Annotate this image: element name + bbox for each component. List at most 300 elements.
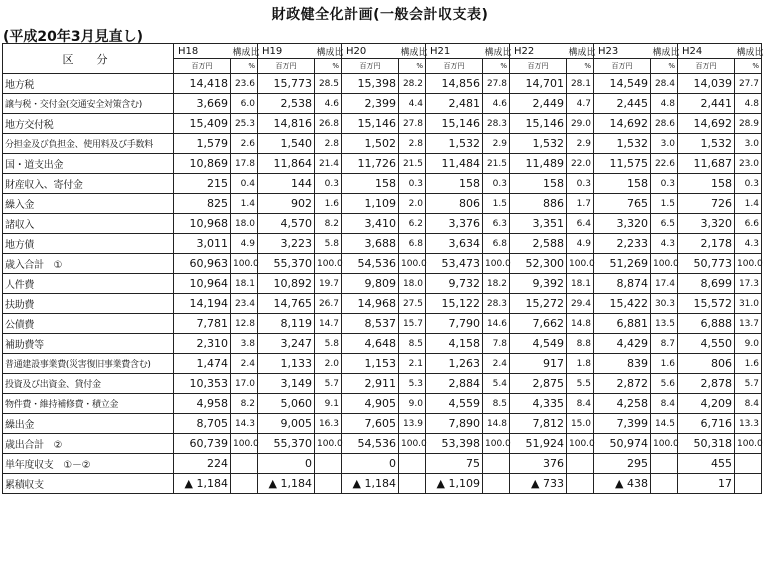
ratio-cell: 0.4 bbox=[231, 174, 258, 194]
header-unit-pct: % bbox=[483, 59, 510, 74]
amount-cell: 0 bbox=[342, 454, 399, 474]
table-row bbox=[3, 74, 762, 94]
ratio-cell: 100.0 bbox=[399, 254, 426, 274]
amount-cell: 2,872 bbox=[594, 374, 651, 394]
ratio-cell: 14.8 bbox=[567, 314, 594, 334]
amount-cell: 6,881 bbox=[594, 314, 651, 334]
header-composition: 構成比 bbox=[399, 44, 426, 59]
table-row bbox=[3, 174, 762, 194]
document-subtitle: (平成20年3月見直し) bbox=[3, 29, 144, 45]
amount-cell: 15,773 bbox=[258, 74, 315, 94]
table-row bbox=[3, 314, 762, 334]
ratio-cell: 17.4 bbox=[651, 274, 678, 294]
ratio-cell: 15.7 bbox=[399, 314, 426, 334]
table-row bbox=[3, 254, 762, 274]
ratio-cell: 28.1 bbox=[567, 74, 594, 94]
amount-cell: 455 bbox=[678, 454, 735, 474]
amount-cell: 215 bbox=[174, 174, 231, 194]
ratio-cell: 0.3 bbox=[735, 174, 762, 194]
amount-cell: 1,153 bbox=[342, 354, 399, 374]
row-label: 財産収入、寄付金 bbox=[3, 174, 174, 194]
amount-cell: 4,258 bbox=[594, 394, 651, 414]
amount-cell: 224 bbox=[174, 454, 231, 474]
amount-cell: 3,320 bbox=[678, 214, 735, 234]
ratio-cell bbox=[567, 454, 594, 474]
amount-cell: 3,634 bbox=[426, 234, 483, 254]
ratio-cell: 6.5 bbox=[651, 214, 678, 234]
ratio-cell: 8.5 bbox=[483, 394, 510, 414]
ratio-cell: 28.6 bbox=[651, 114, 678, 134]
header-year: H24 bbox=[678, 44, 735, 59]
ratio-cell: 6.6 bbox=[735, 214, 762, 234]
ratio-cell bbox=[651, 454, 678, 474]
amount-cell: 3,320 bbox=[594, 214, 651, 234]
ratio-cell: 1.5 bbox=[651, 194, 678, 214]
table-row bbox=[3, 414, 762, 434]
ratio-cell: 2.8 bbox=[315, 134, 342, 154]
amount-cell: 14,194 bbox=[174, 294, 231, 314]
header-unit-pct: % bbox=[315, 59, 342, 74]
amount-cell: 14,692 bbox=[594, 114, 651, 134]
amount-cell: 9,005 bbox=[258, 414, 315, 434]
header-unit-amount: 百万円 bbox=[426, 59, 483, 74]
header-year: H23 bbox=[594, 44, 651, 59]
amount-cell: ▲ 1,184 bbox=[174, 474, 231, 494]
ratio-cell: 3.8 bbox=[231, 334, 258, 354]
row-label: 地方債 bbox=[3, 234, 174, 254]
table-row bbox=[3, 454, 762, 474]
ratio-cell: 1.6 bbox=[651, 354, 678, 374]
ratio-cell: 14.8 bbox=[483, 414, 510, 434]
amount-cell: 3,410 bbox=[342, 214, 399, 234]
ratio-cell: 25.3 bbox=[231, 114, 258, 134]
row-label: 累積収支 bbox=[3, 474, 174, 494]
header-row-years bbox=[3, 44, 762, 59]
header-year: H18 bbox=[174, 44, 231, 59]
row-label: 普通建設事業費(災害復旧事業費含む) bbox=[3, 354, 174, 374]
ratio-cell: 5.5 bbox=[567, 374, 594, 394]
ratio-cell: 30.3 bbox=[651, 294, 678, 314]
ratio-cell bbox=[735, 454, 762, 474]
amount-cell: 55,370 bbox=[258, 434, 315, 454]
amount-cell: 144 bbox=[258, 174, 315, 194]
amount-cell: 11,484 bbox=[426, 154, 483, 174]
amount-cell: 53,398 bbox=[426, 434, 483, 454]
header-composition: 構成比 bbox=[231, 44, 258, 59]
ratio-cell: 28.2 bbox=[399, 74, 426, 94]
ratio-cell: 8.5 bbox=[399, 334, 426, 354]
amount-cell: 4,559 bbox=[426, 394, 483, 414]
amount-cell: 8,699 bbox=[678, 274, 735, 294]
amount-cell: 3,669 bbox=[174, 94, 231, 114]
amount-cell: 14,856 bbox=[426, 74, 483, 94]
ratio-cell: 2.0 bbox=[399, 194, 426, 214]
ratio-cell: 28.3 bbox=[483, 294, 510, 314]
ratio-cell: 2.6 bbox=[231, 134, 258, 154]
amount-cell: 54,536 bbox=[342, 254, 399, 274]
ratio-cell: 18.1 bbox=[567, 274, 594, 294]
ratio-cell: 4.6 bbox=[315, 94, 342, 114]
ratio-cell: 28.9 bbox=[735, 114, 762, 134]
row-label: 物件費・維持補修費・積立金 bbox=[3, 394, 174, 414]
amount-cell: 14,816 bbox=[258, 114, 315, 134]
ratio-cell: 27.5 bbox=[399, 294, 426, 314]
ratio-cell: 5.7 bbox=[735, 374, 762, 394]
ratio-cell: 6.2 bbox=[399, 214, 426, 234]
amount-cell: 2,884 bbox=[426, 374, 483, 394]
ratio-cell: 3.0 bbox=[735, 134, 762, 154]
amount-cell: 4,549 bbox=[510, 334, 567, 354]
amount-cell: 917 bbox=[510, 354, 567, 374]
ratio-cell: 26.8 bbox=[315, 114, 342, 134]
header-unit-amount: 百万円 bbox=[174, 59, 231, 74]
amount-cell: 11,864 bbox=[258, 154, 315, 174]
ratio-cell: 100.0 bbox=[483, 434, 510, 454]
amount-cell: 15,146 bbox=[426, 114, 483, 134]
ratio-cell: 100.0 bbox=[735, 254, 762, 274]
ratio-cell: 5.7 bbox=[315, 374, 342, 394]
ratio-cell: 100.0 bbox=[315, 434, 342, 454]
ratio-cell: 3.0 bbox=[651, 134, 678, 154]
ratio-cell: 1.8 bbox=[567, 354, 594, 374]
header-composition: 構成比 bbox=[735, 44, 762, 59]
amount-cell: 1,532 bbox=[510, 134, 567, 154]
ratio-cell: 6.4 bbox=[567, 214, 594, 234]
ratio-cell: 4.7 bbox=[567, 94, 594, 114]
amount-cell: 2,178 bbox=[678, 234, 735, 254]
ratio-cell: 1.6 bbox=[735, 354, 762, 374]
amount-cell: 54,536 bbox=[342, 434, 399, 454]
ratio-cell: 100.0 bbox=[231, 254, 258, 274]
table-row bbox=[3, 134, 762, 154]
amount-cell: 14,692 bbox=[678, 114, 735, 134]
row-label: 地方交付税 bbox=[3, 114, 174, 134]
amount-cell: 726 bbox=[678, 194, 735, 214]
amount-cell: 295 bbox=[594, 454, 651, 474]
table-row bbox=[3, 234, 762, 254]
amount-cell: 902 bbox=[258, 194, 315, 214]
ratio-cell bbox=[651, 474, 678, 494]
amount-cell: 15,146 bbox=[510, 114, 567, 134]
amount-cell: ▲ 1,184 bbox=[342, 474, 399, 494]
amount-cell: 55,370 bbox=[258, 254, 315, 274]
row-label: 扶助費 bbox=[3, 294, 174, 314]
amount-cell: 50,773 bbox=[678, 254, 735, 274]
amount-cell: 2,399 bbox=[342, 94, 399, 114]
amount-cell: 50,974 bbox=[594, 434, 651, 454]
amount-cell: 2,445 bbox=[594, 94, 651, 114]
amount-cell: 2,588 bbox=[510, 234, 567, 254]
ratio-cell: 100.0 bbox=[735, 434, 762, 454]
amount-cell: 3,011 bbox=[174, 234, 231, 254]
amount-cell: 886 bbox=[510, 194, 567, 214]
ratio-cell: 1.6 bbox=[315, 194, 342, 214]
amount-cell: 1,532 bbox=[426, 134, 483, 154]
amount-cell: 6,716 bbox=[678, 414, 735, 434]
header-unit-amount: 百万円 bbox=[258, 59, 315, 74]
ratio-cell: 23.6 bbox=[231, 74, 258, 94]
row-label: 公債費 bbox=[3, 314, 174, 334]
ratio-cell: 18.0 bbox=[399, 274, 426, 294]
amount-cell: 4,648 bbox=[342, 334, 399, 354]
ratio-cell: 13.9 bbox=[399, 414, 426, 434]
ratio-cell: 2.4 bbox=[231, 354, 258, 374]
amount-cell: 4,158 bbox=[426, 334, 483, 354]
amount-cell: 6,888 bbox=[678, 314, 735, 334]
amount-cell: 9,732 bbox=[426, 274, 483, 294]
ratio-cell: 29.4 bbox=[567, 294, 594, 314]
ratio-cell: 12.8 bbox=[231, 314, 258, 334]
amount-cell: 4,335 bbox=[510, 394, 567, 414]
ratio-cell: 17.3 bbox=[735, 274, 762, 294]
row-label: 投資及び出資金、貸付金 bbox=[3, 374, 174, 394]
amount-cell: 10,353 bbox=[174, 374, 231, 394]
amount-cell: 8,705 bbox=[174, 414, 231, 434]
amount-cell: 4,905 bbox=[342, 394, 399, 414]
ratio-cell: 100.0 bbox=[651, 434, 678, 454]
ratio-cell: 8.2 bbox=[231, 394, 258, 414]
amount-cell: 1,579 bbox=[174, 134, 231, 154]
ratio-cell: 8.4 bbox=[735, 394, 762, 414]
amount-cell: 11,575 bbox=[594, 154, 651, 174]
ratio-cell: 0.3 bbox=[651, 174, 678, 194]
header-unit-pct: % bbox=[651, 59, 678, 74]
ratio-cell: 8.7 bbox=[651, 334, 678, 354]
ratio-cell: 0.3 bbox=[567, 174, 594, 194]
ratio-cell: 27.8 bbox=[483, 74, 510, 94]
header-year: H19 bbox=[258, 44, 315, 59]
ratio-cell: 9.0 bbox=[735, 334, 762, 354]
row-label: 地方税 bbox=[3, 74, 174, 94]
ratio-cell: 21.5 bbox=[483, 154, 510, 174]
amount-cell: 1,133 bbox=[258, 354, 315, 374]
ratio-cell: 22.0 bbox=[567, 154, 594, 174]
amount-cell: 10,968 bbox=[174, 214, 231, 234]
row-label: 単年度収支 ①－② bbox=[3, 454, 174, 474]
table-row bbox=[3, 154, 762, 174]
table-row bbox=[3, 334, 762, 354]
header-composition: 構成比 bbox=[315, 44, 342, 59]
ratio-cell: 2.0 bbox=[315, 354, 342, 374]
ratio-cell: 8.4 bbox=[651, 394, 678, 414]
amount-cell: 4,209 bbox=[678, 394, 735, 414]
amount-cell: 10,892 bbox=[258, 274, 315, 294]
ratio-cell: 4.9 bbox=[231, 234, 258, 254]
ratio-cell: 18.2 bbox=[483, 274, 510, 294]
amount-cell: 15,422 bbox=[594, 294, 651, 314]
amount-cell: 2,310 bbox=[174, 334, 231, 354]
row-label: 国・道支出金 bbox=[3, 154, 174, 174]
ratio-cell: 2.1 bbox=[399, 354, 426, 374]
table-row bbox=[3, 354, 762, 374]
header-unit-pct: % bbox=[399, 59, 426, 74]
amount-cell: 1,263 bbox=[426, 354, 483, 374]
amount-cell: 2,481 bbox=[426, 94, 483, 114]
amount-cell: 158 bbox=[594, 174, 651, 194]
amount-cell: 3,376 bbox=[426, 214, 483, 234]
ratio-cell: 4.6 bbox=[483, 94, 510, 114]
ratio-cell: 6.8 bbox=[399, 234, 426, 254]
ratio-cell: 4.3 bbox=[651, 234, 678, 254]
amount-cell: 60,739 bbox=[174, 434, 231, 454]
ratio-cell: 21.5 bbox=[399, 154, 426, 174]
table-row bbox=[3, 394, 762, 414]
amount-cell: 7,790 bbox=[426, 314, 483, 334]
ratio-cell: 28.5 bbox=[315, 74, 342, 94]
amount-cell: 5,060 bbox=[258, 394, 315, 414]
amount-cell: 11,687 bbox=[678, 154, 735, 174]
amount-cell: 51,924 bbox=[510, 434, 567, 454]
ratio-cell: 18.1 bbox=[231, 274, 258, 294]
ratio-cell: 4.8 bbox=[651, 94, 678, 114]
header-unit-amount: 百万円 bbox=[510, 59, 567, 74]
table-row bbox=[3, 374, 762, 394]
row-label: 繰出金 bbox=[3, 414, 174, 434]
ratio-cell: 2.9 bbox=[567, 134, 594, 154]
amount-cell: 376 bbox=[510, 454, 567, 474]
table-row bbox=[3, 194, 762, 214]
row-label: 歳入合計 ① bbox=[3, 254, 174, 274]
row-label: 譲与税・交付金(交通安全対策含む) bbox=[3, 94, 174, 114]
amount-cell: 15,409 bbox=[174, 114, 231, 134]
amount-cell: 0 bbox=[258, 454, 315, 474]
amount-cell: 15,122 bbox=[426, 294, 483, 314]
ratio-cell: 21.4 bbox=[315, 154, 342, 174]
amount-cell: 839 bbox=[594, 354, 651, 374]
header-unit-pct: % bbox=[231, 59, 258, 74]
table-row bbox=[3, 114, 762, 134]
header-year: H20 bbox=[342, 44, 399, 59]
ratio-cell: 8.2 bbox=[315, 214, 342, 234]
amount-cell: 3,351 bbox=[510, 214, 567, 234]
amount-cell: 7,890 bbox=[426, 414, 483, 434]
header-unit-pct: % bbox=[735, 59, 762, 74]
amount-cell: 9,392 bbox=[510, 274, 567, 294]
amount-cell: 3,149 bbox=[258, 374, 315, 394]
amount-cell: 4,429 bbox=[594, 334, 651, 354]
ratio-cell: 28.3 bbox=[483, 114, 510, 134]
ratio-cell: 2.8 bbox=[399, 134, 426, 154]
ratio-cell: 13.7 bbox=[735, 314, 762, 334]
ratio-cell: 8.4 bbox=[567, 394, 594, 414]
amount-cell: 1,532 bbox=[594, 134, 651, 154]
header-composition: 構成比 bbox=[651, 44, 678, 59]
amount-cell: 15,272 bbox=[510, 294, 567, 314]
ratio-cell: 4.9 bbox=[567, 234, 594, 254]
ratio-cell: 31.0 bbox=[735, 294, 762, 314]
amount-cell: 51,269 bbox=[594, 254, 651, 274]
amount-cell: 52,300 bbox=[510, 254, 567, 274]
ratio-cell bbox=[315, 454, 342, 474]
header-composition: 構成比 bbox=[567, 44, 594, 59]
ratio-cell: 0.3 bbox=[483, 174, 510, 194]
amount-cell: 8,874 bbox=[594, 274, 651, 294]
row-label: 分担金及び負担金、使用料及び手数料 bbox=[3, 134, 174, 154]
ratio-cell: 8.8 bbox=[567, 334, 594, 354]
ratio-cell: 17.0 bbox=[231, 374, 258, 394]
ratio-cell bbox=[399, 454, 426, 474]
amount-cell: 11,726 bbox=[342, 154, 399, 174]
ratio-cell: 5.6 bbox=[651, 374, 678, 394]
header-unit-amount: 百万円 bbox=[594, 59, 651, 74]
amount-cell: 1,109 bbox=[342, 194, 399, 214]
amount-cell: 14,765 bbox=[258, 294, 315, 314]
row-label: 繰入金 bbox=[3, 194, 174, 214]
amount-cell: 11,489 bbox=[510, 154, 567, 174]
ratio-cell: 100.0 bbox=[567, 254, 594, 274]
ratio-cell: 9.1 bbox=[315, 394, 342, 414]
amount-cell: 806 bbox=[426, 194, 483, 214]
ratio-cell: 23.4 bbox=[231, 294, 258, 314]
amount-cell: 158 bbox=[342, 174, 399, 194]
amount-cell: 806 bbox=[678, 354, 735, 374]
amount-cell: 3,223 bbox=[258, 234, 315, 254]
header-unit-pct: % bbox=[567, 59, 594, 74]
ratio-cell: 26.7 bbox=[315, 294, 342, 314]
amount-cell: 14,549 bbox=[594, 74, 651, 94]
amount-cell: 1,532 bbox=[678, 134, 735, 154]
ratio-cell: 2.4 bbox=[483, 354, 510, 374]
amount-cell: 14,418 bbox=[174, 74, 231, 94]
amount-cell: 158 bbox=[426, 174, 483, 194]
header-unit-amount: 百万円 bbox=[342, 59, 399, 74]
amount-cell: 50,318 bbox=[678, 434, 735, 454]
amount-cell: 7,399 bbox=[594, 414, 651, 434]
ratio-cell: 27.8 bbox=[399, 114, 426, 134]
amount-cell: 7,781 bbox=[174, 314, 231, 334]
ratio-cell: 13.5 bbox=[651, 314, 678, 334]
ratio-cell: 14.3 bbox=[231, 414, 258, 434]
ratio-cell: 29.0 bbox=[567, 114, 594, 134]
ratio-cell: 14.6 bbox=[483, 314, 510, 334]
amount-cell: ▲ 1,109 bbox=[426, 474, 483, 494]
ratio-cell bbox=[483, 474, 510, 494]
row-label: 歳出合計 ② bbox=[3, 434, 174, 454]
ratio-cell bbox=[735, 474, 762, 494]
amount-cell: 2,449 bbox=[510, 94, 567, 114]
amount-cell: 14,968 bbox=[342, 294, 399, 314]
amount-cell: 158 bbox=[510, 174, 567, 194]
amount-cell: 2,878 bbox=[678, 374, 735, 394]
amount-cell: 9,809 bbox=[342, 274, 399, 294]
amount-cell: ▲ 733 bbox=[510, 474, 567, 494]
amount-cell: 10,964 bbox=[174, 274, 231, 294]
amount-cell: 14,039 bbox=[678, 74, 735, 94]
table-row bbox=[3, 434, 762, 454]
amount-cell: 2,911 bbox=[342, 374, 399, 394]
ratio-cell: 100.0 bbox=[231, 434, 258, 454]
ratio-cell bbox=[567, 474, 594, 494]
ratio-cell: 5.3 bbox=[399, 374, 426, 394]
amount-cell: 2,875 bbox=[510, 374, 567, 394]
ratio-cell: 100.0 bbox=[315, 254, 342, 274]
ratio-cell: 14.5 bbox=[651, 414, 678, 434]
ratio-cell: 1.5 bbox=[483, 194, 510, 214]
amount-cell: 60,963 bbox=[174, 254, 231, 274]
table-row bbox=[3, 94, 762, 114]
ratio-cell: 18.0 bbox=[231, 214, 258, 234]
ratio-cell: 6.8 bbox=[483, 234, 510, 254]
amount-cell: 14,701 bbox=[510, 74, 567, 94]
row-label: 人件費 bbox=[3, 274, 174, 294]
ratio-cell: 6.0 bbox=[231, 94, 258, 114]
amount-cell: 1,540 bbox=[258, 134, 315, 154]
amount-cell: 158 bbox=[678, 174, 735, 194]
ratio-cell bbox=[483, 454, 510, 474]
header-kubun: 区 分 bbox=[3, 44, 174, 74]
amount-cell: 2,233 bbox=[594, 234, 651, 254]
amount-cell: 75 bbox=[426, 454, 483, 474]
